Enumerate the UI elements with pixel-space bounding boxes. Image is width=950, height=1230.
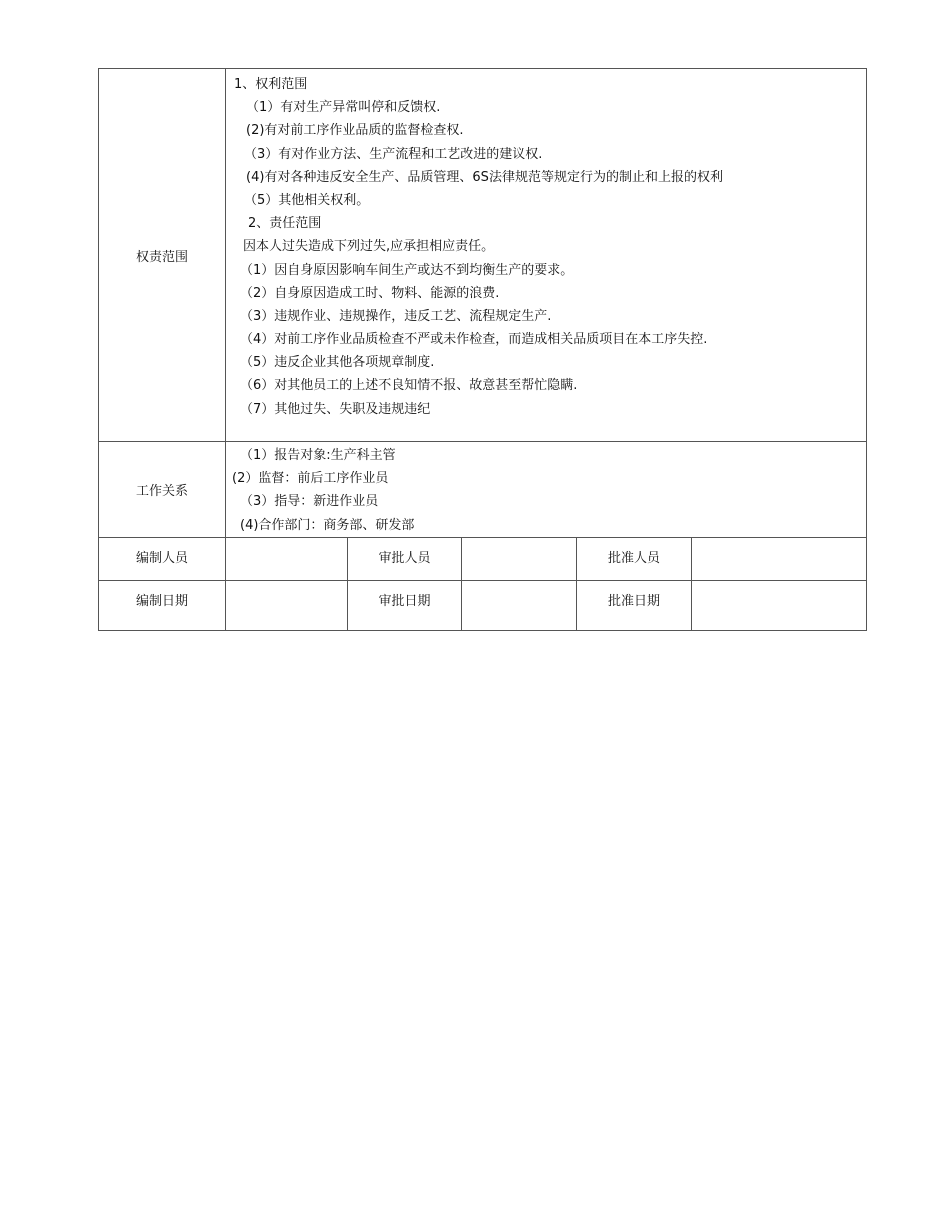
relations-line: （1）报告对象:生产科主管	[240, 448, 396, 463]
authority-line: （5）其他相关权利。	[244, 192, 370, 208]
reviewed-date-label: 审批日期	[348, 580, 462, 630]
relations-label: 工作关系	[99, 442, 226, 538]
authority-line: 1、权利范围	[234, 77, 308, 92]
authority-line: 2、责任范围	[248, 216, 322, 232]
authority-content	[226, 69, 867, 442]
prepared-by-label: 编制人员	[99, 537, 226, 580]
authority-line: （4）对前工序作业品质检查不严或未作检查，而造成相关品质项目在本工序失控.	[240, 332, 708, 348]
prepared-date-label: 编制日期	[99, 580, 226, 630]
relations-line: (4)合作部门：商务部、研发部	[240, 517, 415, 533]
signoff-row-dates	[99, 580, 867, 630]
authority-line: （6）对其他员工的上述不良知情不报、故意甚至帮忙隐瞒.	[240, 378, 578, 394]
authority-line: (4)有对各种违反安全生产、品质管理、6S法律规范等规定行为的制止和上报的权利	[246, 169, 723, 185]
reviewed-date-field	[462, 580, 577, 630]
approved-by-field	[692, 537, 867, 580]
authority-line: （5）违反企业其他各项规章制度.	[240, 355, 435, 371]
authority-line: （1）因自身原因影响车间生产或达不到均衡生产的要求。	[240, 262, 574, 278]
job-description-table	[98, 68, 867, 631]
authority-line: （3）有对作业方法、生产流程和工艺改进的建议权.	[244, 146, 543, 162]
reviewed-by-label: 审批人员	[348, 537, 462, 580]
authority-line: 因本人过失造成下列过失,应承担相应责任。	[243, 239, 495, 255]
reviewed-by-field	[462, 537, 577, 580]
approved-date-field	[692, 580, 867, 630]
approved-by-label: 批准人员	[577, 537, 692, 580]
authority-row	[99, 69, 867, 442]
signoff-row-people	[99, 537, 867, 580]
approved-date-label: 批准日期	[577, 580, 692, 630]
prepared-date-field	[226, 580, 348, 630]
relations-content	[226, 442, 867, 538]
authority-line: (2)有对前工序作业品质的监督检查权.	[246, 123, 464, 139]
prepared-by-field	[226, 537, 348, 580]
authority-line: （1）有对生产异常叫停和反馈权.	[246, 100, 441, 116]
authority-label: 权责范围	[99, 69, 226, 442]
relations-row	[99, 442, 867, 538]
relations-line: （3）指导：新进作业员	[240, 494, 379, 510]
authority-line: （7）其他过失、失职及违规违纪	[240, 401, 431, 417]
authority-line: （3）违规作业、违规操作，违反工艺、流程规定生产.	[240, 308, 552, 324]
relations-line: (2）监督：前后工序作业员	[232, 471, 389, 487]
authority-line: （2）自身原因造成工时、物料、能源的浪费.	[240, 285, 500, 301]
